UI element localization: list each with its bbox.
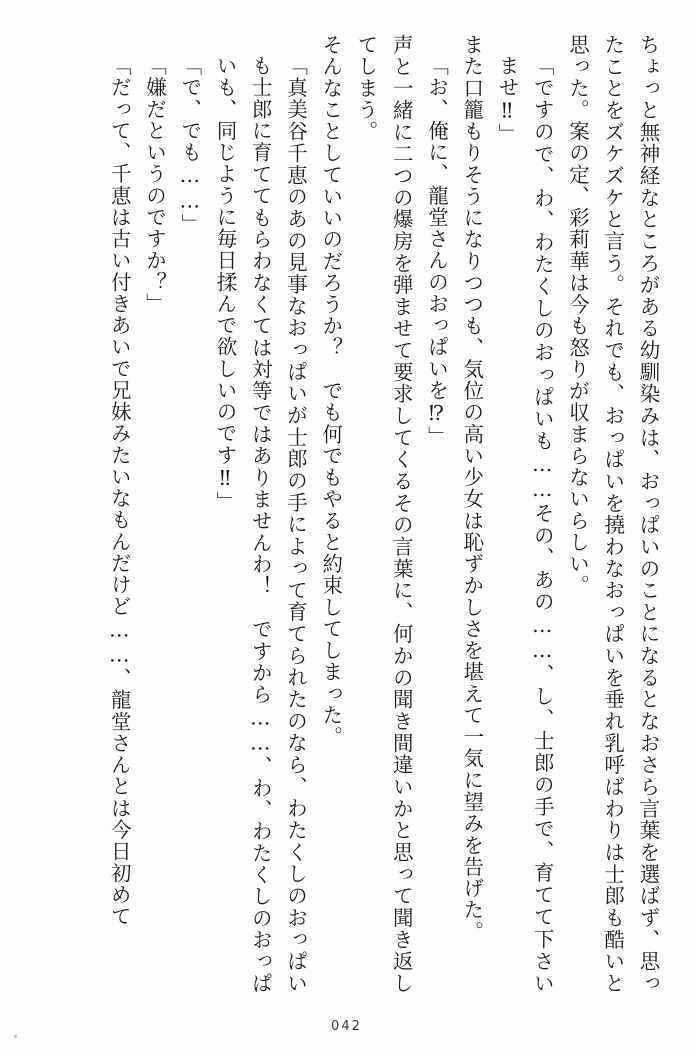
paragraph: 声と一緒に二つの爆房を弾ませて要求してくるその言葉に、何かの聞き間違いかと思って聞き返してしまう。 — [354, 34, 414, 994]
page-number: 042 — [330, 1019, 363, 1034]
paragraph: 「ですので、わ、わたくしのおっぱいも……その、あの……、し、士郎の手で、育てて下さいませ‼」 — [495, 55, 555, 994]
paragraph: ちょっと無神経なところがある幼馴染みは、おっぱいのことになるとなおさら言葉を選ばず、思ったことをズケズケと言う。それでも、おっぱいを撓わなおっぱいを垂れ乳呼ばわりは士郎も酷いと思った。案の定、彩莉華は今も怒りが収まらないらしい。 — [565, 34, 660, 994]
vertical-text-body — [30, 34, 665, 994]
paragraph: そんなことしていいのだろうか？ でも何でもやると約束してしまった。 — [318, 34, 343, 748]
paragraph: また口籠もりそうになりつつも、気位の高い少女は恥ずかしさを堪えて一気に望みを告げた。 — [459, 34, 484, 943]
paragraph: 「お、俺に、龍堂さんのおっぱいを⁉」 — [424, 55, 449, 448]
paragraph: 「真美谷千恵のあの見事なおっぱいが士郎の手によって育てられたのなら、わたくしのおっぱいも士郎に育ててもらわなくては対等ではありませんわ！ ですから……、わ、わたくしのおっぱいも、同じように毎日揉んで欲しいのです‼」 — [213, 55, 308, 994]
paragraph: 「だって、千恵は古い付きあいで兄妹みたいなもんだけど……、龍堂さんとは今日初めて — [107, 55, 132, 928]
paragraph: 「で、でも……」 — [177, 55, 202, 236]
gutter-mark-dot — [14, 1035, 17, 1038]
paragraph: 「嫌だというのですか？」 — [142, 55, 167, 315]
